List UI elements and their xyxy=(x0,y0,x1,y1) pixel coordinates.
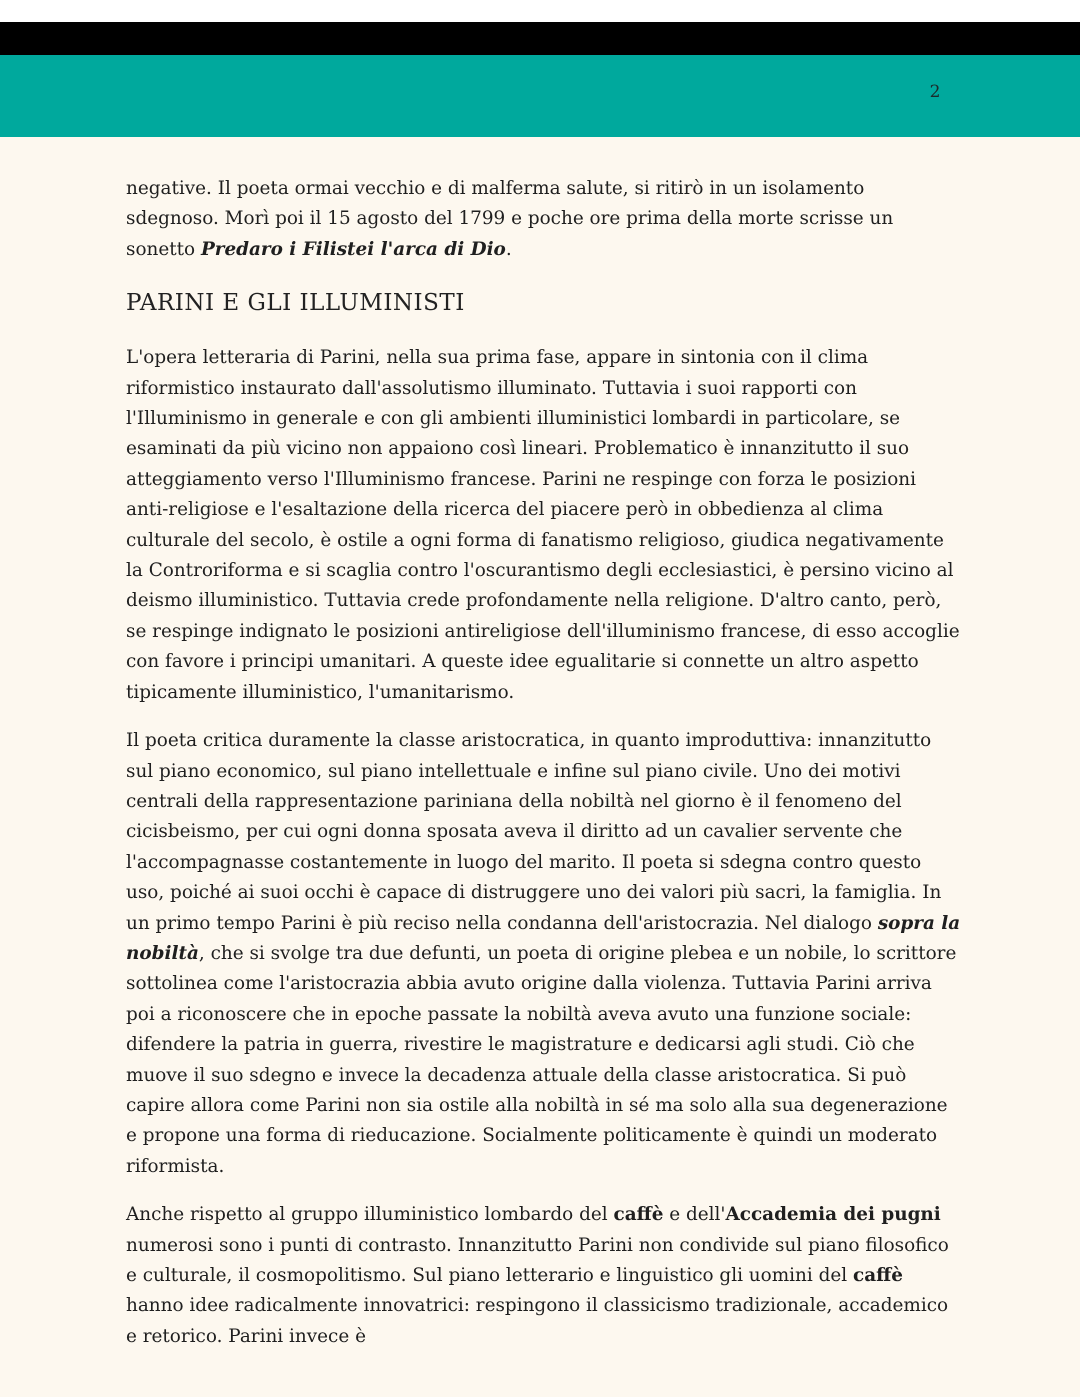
paragraph-text: hanno idee radicalmente innovatrici: respingono il classicismo tradizionale, accademico e retorico. Parini invece è xyxy=(126,1295,949,1347)
paragraph-intro xyxy=(126,174,961,265)
paragraph-text: Il poeta critica duramente la classe aristocratica, in quanto improduttiva: innanzitutto sul piano economico, sul piano intellettuale e infine sul piano civile. Uno dei motivi centrali della rappresentazione pariniana della nobiltà nel giorno è il fenomeno del cicisbeismo, per cui ogni donna sposata aveva il diritto ad un cavalier servente che l'accompagnasse costantemente in luogo del marito. Il poeta si sdegna contro questo uso, poiché ai suoi occhi è capace di distruggere uno dei valori più sacri, la famiglia. In un primo tempo Parini è più reciso nella condanna dell'aristocrazia. Nel dialogo xyxy=(126,730,942,934)
section-heading: PARINI E GLI ILLUMINISTI xyxy=(126,290,465,317)
paragraph-text: numerosi sono i punti di contrasto. Innanzitutto Parini non condivide sul piano filosofico e culturale, il cosmopolitismo. Sul piano letterario e linguistico gli uomini del xyxy=(126,1234,949,1286)
paragraph-caffe xyxy=(126,1200,961,1352)
paragraph-aristocrazia xyxy=(126,726,961,1182)
paragraph-text: negative. Il poeta ormai vecchio e di malferma salute, si ritirò in un isolamento sdegnoso. Morì poi il 15 agosto del 1799 e poche ore prima della morte scrisse un sonetto xyxy=(126,178,894,260)
top-black-bar xyxy=(0,22,1080,55)
paragraph-text: , che si svolge tra due defunti, un poeta di origine plebea e un nobile, lo scrittore sottolinea come l'aristocrazia abbia avuto origine dalla violenza. Tuttavia Parini arriva poi a riconoscere che in epoche passate la nobiltà aveva avuto una funzione sociale: difendere la patria in guerra, rivestire le magistrature e dedicarsi agli studi. Ciò che muove il suo sdegno e invece la decadenza attuale della classe aristocratica. Si può capire allora come Parini non sia ostile alla nobiltà in sé ma solo alla sua degenerazione e propone una forma di rieducazione. Socialmente politicamente è quindi un moderato riformista. xyxy=(126,942,957,1177)
page-number: 2 xyxy=(929,82,941,102)
dialogue-title: sopra la nobiltà xyxy=(126,912,961,964)
top-strip xyxy=(0,0,1080,22)
paragraph-text: e dell' xyxy=(663,1204,726,1226)
paragraph-text: Anche rispetto al gruppo illuministico lombardo del xyxy=(126,1204,614,1226)
bold-term: caffè xyxy=(853,1265,903,1286)
sonnet-title: Predaro i Filistei l'arca di Dio xyxy=(200,238,506,260)
paragraph-illuminismo: L'opera letteraria di Parini, nella sua prima fase, appare in sintonia con il clima riformistico instaurato dall'assolutismo illuminato. Tuttavia i suoi rapporti con l'Illuminismo in generale e con gli ambienti illuministici lombardi in particolare, se esaminati da più vicino non appaiono così lineari. Problematico è innanzitutto il suo atteggiamento verso l'Illuminismo francese. Parini ne respinge con forza le posizioni anti-religiose e l'esaltazione della ricerca del piacere però in obbedienza al clima culturale del secolo, è ostile a ogni forma di fanatismo religioso, giudica negativamente la Controriforma e si scaglia contro l'oscurantismo degli ecclesiastici, è persino vicino al deismo illuministico. Tuttavia crede profondamente nella religione. D'altro canto, però, se respinge indignato le posizioni antireligiose dell'illuminismo francese, di esso accoglie con favore i principi umanitari. A queste idee egualitarie si connette un altro aspetto tipicamente illuministico, l'umanitarismo. xyxy=(126,347,960,703)
document-body xyxy=(126,174,961,1370)
paragraph-text: . xyxy=(505,238,512,260)
bold-term: caffè xyxy=(613,1204,664,1226)
bold-term: Accademia dei pugni xyxy=(725,1204,941,1226)
page-header xyxy=(0,55,1080,137)
